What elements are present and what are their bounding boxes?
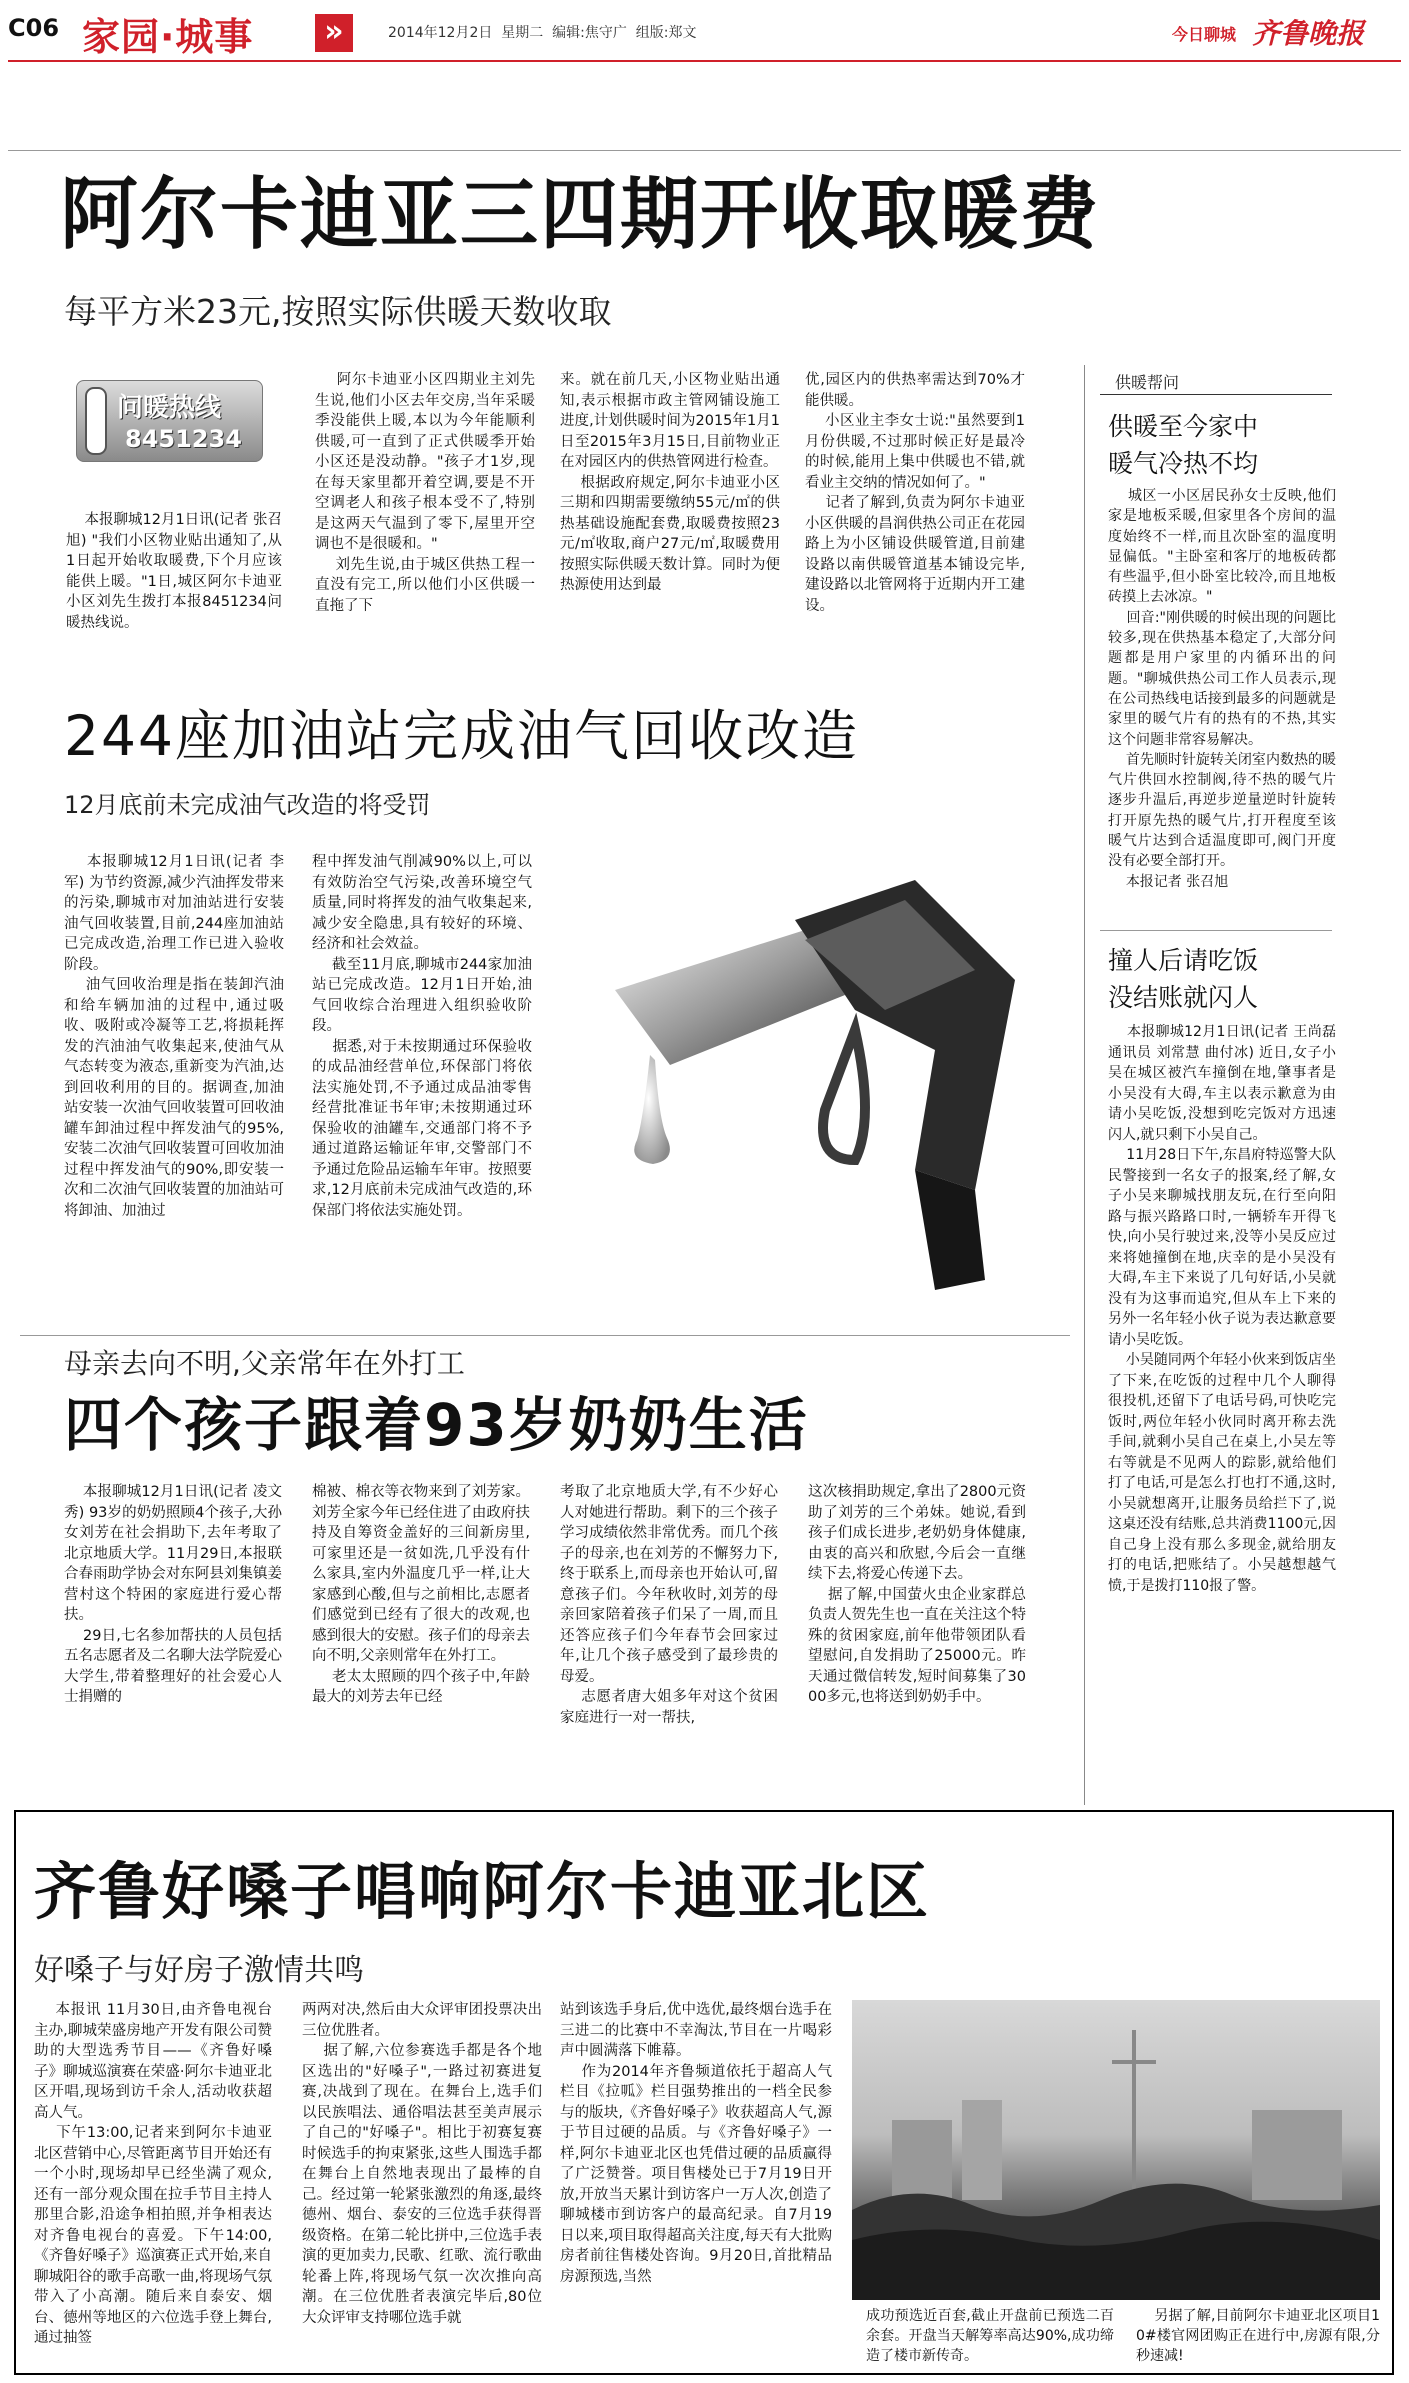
article3-title: 四个孩子跟着93岁奶奶生活 xyxy=(64,1391,809,1459)
article4-col1: 本报讯 11月30日,由齐鲁电视台主办,聊城荣盛房地产开发有限公司赞助的大型选秀节目——《齐鲁好嗓子》聊城巡演赛在荣盛·阿尔卡迪亚北区开唱,现场到访千余人,活动收获超高人气。 下午13:00,记者来到阿尔卡迪亚北区营销中心,尽管距离节目开始还有一个小时,现场却早已经坐满了观众,还有一部分观众围在拉手节目主持人那里合影,沿途争相拍照,并争相表达对齐鲁电视台的喜爱。下午14:00,《齐鲁好嗓子》巡演赛正式开始,来自聊城阳谷的歌手高歌一曲,将现场气氛带入了小高潮。随后来自泰安、烟台、德州等地区的六位选手登上舞台,通过抽签 xyxy=(34,2002,273,2346)
brand-logo: 齐鲁晚报 xyxy=(1252,17,1365,50)
article3-col2: 棉被、棉衣等衣物来到了刘芳家。刘芳全家今年已经住进了由政府扶持及自筹资金盖好的三间新房里,可家里还是一贫如洗,几乎没有什么家具,室内外温度几乎一样,让大家感到心酸,但与之前相比,志愿者们感觉到已经有了很大的改观,也感到很大的安慰。孩子们的母亲去向不明,父亲则常年在外打工。 老太太照顾的四个孩子中,年龄最大的刘芳去年已经 xyxy=(312,1484,531,1705)
section-title: 家园·城事 xyxy=(82,15,254,59)
hotline-label: 问暖热线 xyxy=(117,393,222,423)
article4-title: 齐鲁好嗓子唱响阿尔卡迪亚北区 xyxy=(34,1855,931,1928)
sidebar-divider xyxy=(1084,365,1085,1805)
concert-photo xyxy=(852,2000,1380,2300)
sidebar-story1-title: 供暖至今家中 暖气冷热不均 xyxy=(1108,412,1259,478)
sidebar-story2-title: 撞人后请吃饭 没结账就闪人 xyxy=(1108,946,1259,1012)
article4-col2: 两两对决,然后由大众评审团投票决出三位优胜者。 据了解,六位参赛选手都是各个地区选出的"好嗓子",一路过初赛进复赛,决战到了现在。在舞台上,选手们以民族唱法、通俗唱法甚至美声展示了自己的"好嗓子"。相比于初赛复赛时候选手的拘束紧张,这些人围选手都在舞台上自然地表现出了最棒的自己。经过第一轮紧张激烈的角逐,最终德州、烟台、泰安的三位选手获得晋级资格。在第二轮比拼中,三位选手表演的更加卖力,民歌、红歌、流行歌曲轮番上阵,将现场气氛一次次推向高潮。在三位优胜者表演完毕后,80位大众评审支持哪位选手就 xyxy=(302,2002,543,2326)
article4-box-top xyxy=(14,1810,1394,1812)
article3-col3: 考取了北京地质大学,有不少好心人对她进行帮助。剩下的三个孩子学习成绩依然非常优秀。而几个孩子的母亲,也在刘芳的不懈努力下,终于联系上,而母亲也开始认可,留意孩子们。今年秋收时,刘芳的母亲回家陪着孩子们呆了一周,而且还答应孩子们今年春节会回家过年,让几个孩子感受到了最珍贵的母爱。 志愿者唐大姐多年对这个贫困家庭进行一对一帮扶, xyxy=(560,1484,778,1726)
hotline-badge xyxy=(76,380,263,462)
article1-col2: 阿尔卡迪亚小区四期业主刘先生说,他们小区去年交房,当年采暖季没能供上暖,本以为今年能顺利供暖,可一直到了正式供暖季开始小区还是没动静。"孩子才1岁,现在每天家里都开着空调,要是不开空调老人和孩子根本受不了,特别是这两天气温到了零下,屋里开空调也不是很暖和。" 刘先生说,由于城区供热工程一直没有完工,所以他们小区供暖一直拖了下 xyxy=(315,372,536,614)
header-rule-thin xyxy=(8,150,1401,151)
page-number: C06 xyxy=(8,14,60,42)
article3-top-rule xyxy=(20,1335,1070,1336)
article2-col2: 程中挥发油气削减90%以上,可以有效防治空气污染,改善环境空气质量,同时将挥发的油气收集起来,减少安全隐患,具有较好的环境、经济和社会效益。 截至11月底,聊城市244家加油站已完成改造。12月1日开始,油气回收综合治理进入组织验收阶段。 据悉,对于未按期通过环保验收的成品油经营单位,环保部门将依法实施处罚,不予通过成品油零售经营批准证书年审;未按期通过环保验收的油罐车,交通部门将不予通过道路运输证年审,交警部门不予通过危险品运输车年审。按照要求,12月底前未完成油气改造的,环保部门将依法实施处罚。 xyxy=(312,854,533,1219)
article1-col3: 来。就在前几天,小区物业贴出通知,表示根据市政主管网铺设施工进度,计划供暖时间为2015年1月1日至2015年3月15日,目前物业正在对园区内的供热管网进行检查。 根据政府规定,阿尔卡迪亚小区三期和四期需要缴纳55元/㎡的供热基础设施配套费,取暖费按照23元/㎡收取,商户27元/㎡,取暖费用按照实际供暖天数计算。同时为便热源使用达到最 xyxy=(560,372,781,593)
header-rule xyxy=(8,60,1401,62)
section-arrow-icon: » xyxy=(315,14,353,52)
sidebar-column-label: 供暖帮问 xyxy=(1115,373,1180,392)
article1-title: 阿尔卡迪亚三四期开收取暖费 xyxy=(60,170,1101,260)
article1-col4: 优,园区内的供热率需达到70%才能供暖。 小区业主李女士说:"虽然要到1月份供暖,不过那时候正好是最冷的时候,能用上集中供暖也不错,就看业主交纳的情况如何了。" 记者了解到,负责为阿尔卡迪亚小区供暖的昌润供热公司正在花园路上为小区铺设供暖管道,目前建设路以南供暖管道基本铺设完毕,建设路以北管网将于近期内开工建设。 xyxy=(805,372,1026,614)
article4-box-bottom xyxy=(14,2373,1394,2375)
thermometer-icon xyxy=(85,387,107,455)
fuel-nozzle-image xyxy=(555,860,1060,1330)
article4-box-right xyxy=(1392,1810,1394,2375)
article2-col1: 本报聊城12月1日讯(记者 李军) 为节约资源,减少汽油挥发带来的污染,聊城市对加油站进行安装油气回收装置,目前,244座加油站已完成改造,治理工作已进入验收阶段。 油气回收治理是指在装卸汽油和给车辆加油的过程中,通过吸收、吸附或冷凝等工艺,将损耗挥发的汽油油气收集起来,使油气从气态转变为液态,重新变为汽油,达到回收利用的目的。据调查,加油站安装一次油气回收装置可回收油罐车卸油过程中挥发油气的95%,安装二次油气回收装置可回收加油过程中挥发油气的90%,即安装一次和二次油气回收装置的加油站可将卸油、加油过 xyxy=(64,854,285,1219)
article3-kicker: 母亲去向不明,父亲常年在外打工 xyxy=(64,1347,465,1380)
article4-subtitle: 好嗓子与好房子激情共鸣 xyxy=(34,1953,364,1988)
article3-col4: 这次核捐助规定,拿出了2800元资助了刘芳的三个弟妹。她说,看到孩子们成长进步,老奶奶身体健康,由衷的高兴和欣慰,今后会一直继续下去,将爱心传递下去。 据了解,中国萤火虫企业家群总负责人贺先生也一直在关注这个特殊的贫困家庭,前年他带领团队看望慰问,自发捐助了25000元。昨天通过微信转发,短时间募集了3000多元,也将送到奶奶手中。 xyxy=(808,1484,1027,1705)
article1-subtitle: 每平方米23元,按照实际供暖天数收取 xyxy=(64,292,612,331)
sidebar-top-rule xyxy=(1100,394,1332,395)
article2-title: 244座加油站完成油气回收改造 xyxy=(64,704,859,768)
date-line: 2014年12月2日 星期二 编辑:焦守广 组版:郑文 xyxy=(388,25,697,41)
brand-small: 今日聊城 xyxy=(1172,25,1237,44)
article2-subtitle: 12月底前未完成油气改造的将受罚 xyxy=(64,791,431,819)
article3-col1: 本报聊城12月1日讯(记者 凌文秀) 93岁的奶奶照顾4个孩子,大孙女刘芳在社会捐助下,去年考取了北京地质大学。11月29日,本报联合春雨助学协会对东阿县刘集镇姜营村这个特困的家庭进行爱心帮扶。 29日,七名参加帮扶的人员包括五名志愿者及二名聊大法学院爱心大学生,带着整理好的社会爱心人士捐赠的 xyxy=(64,1484,283,1705)
article4-col3: 站到该选手身后,优中选优,最终烟台选手在三进二的比赛中不幸淘汰,节目在一片喝彩声中圆满落下帷幕。 作为2014年齐鲁频道依托于超高人气栏目《拉呱》栏目强势推出的一档全民参与的版块,《齐鲁好嗓子》收获超高人气,源于节目过硬的品质。与《齐鲁好嗓子》一样,阿尔卡迪亚北区也凭借过硬的品质赢得了广泛赞誉。项目售楼处已于7月19日开放,开放当天累计到访客户一万人次,创造了聊城楼市到访客户的最高纪录。自7月19日以来,项目取得超高关注度,每天有大批购房者前往售楼处咨询。9月20日,首批精品房源预选,当然 xyxy=(560,2002,833,2285)
hotline-number: 8451234 xyxy=(125,425,242,453)
sidebar-mid-rule xyxy=(1100,930,1332,931)
sidebar-story2-body: 本报聊城12月1日讯(记者 王尚磊 通讯员 刘常慧 曲付冰) 近日,女子小吴在城区被汽车撞倒在地,肇事者是小吴没有大碍,车主以表示歉意为由请小吴吃饭,没想到吃完饭对方迅速闪人,就只剩下小吴自己。 11月28日下午,东昌府特巡警大队民警接到一名女子的报案,经了解,女子小吴来聊城找朋友玩,在行至向阳路与振兴路路口时,一辆轿车开得飞快,向小吴行驶过来,没等小吴反应过来将她撞倒在地,庆幸的是小吴没有大碍,车主下来说了几句好话,小吴就没有为这事而追究,但从车上下来的另外一名年轻小伙子说为表达歉意要请小吴吃饭。 小吴随同两个年轻小伙来到饭店坐了下来,在吃饭的过程中几个人聊得很投机,还留下了电话号码,可快吃完饭时,两位年轻小伙同时离开称去洗手间,就剩小吴自己在桌上,小吴左等右等就是不见两人的踪影,就给他们打了电话,可是怎么打也打不通,这时,小吴就想离开,让服务员给拦下了,说这桌还没有结账,总共消费1100元,因自己身上没有那么多现金,就给朋友打的电话,把账结了。小吴越想越气愤,于是拨打110报了警。 xyxy=(1108,1024,1336,1594)
photo-caption: 成功预选近百套,截止开盘前已预选二百余套。开盘当天解筹率高达90%,成功缔造了楼市新传奇。 xyxy=(866,2308,1114,2364)
article4-box-left xyxy=(14,1810,16,2375)
article1-col1: 本报聊城12月1日讯(记者 张召旭) "我们小区物业贴出通知了,从1日起开始收取暖费,下个月应该能供上暖。"1日,城区阿尔卡迪亚小区刘先生拨打本报8451234问暖热线说。 xyxy=(66,512,282,631)
sidebar-story1-body: 城区一小区居民孙女士反映,他们家是地板采暖,但家里各个房间的温度始终不一样,而且次卧室的温度明显偏低。"主卧室和客厅的地板砖都有些温乎,但小卧室比较冷,而且地板砖摸上去冰凉。" 回音:"刚供暖的时候出现的问题比较多,现在供热基本稳定了,大部分问题都是用户家里的内循环出的问题。"聊城供热公司工作人员表示,现在公司热线电话接到最多的问题就是家里的暖气片有的热有的不热,其实这个问题非常容易解决。 首先顺时针旋转关闭室内数热的暖气片供回水控制阀,待不热的暖气片逐步升温后,再逆步逆量逆时针旋转打开原先热的暖气片,打开程度至该暖气片达到合适温度即可,阀门开度没有必要全部打开。 本报记者 张召旭 xyxy=(1108,488,1336,890)
article4-col5: 另据了解,目前阿尔卡迪亚北区项目10#楼官网团购正在进行中,房源有限,分秒速减! xyxy=(1136,2308,1380,2364)
